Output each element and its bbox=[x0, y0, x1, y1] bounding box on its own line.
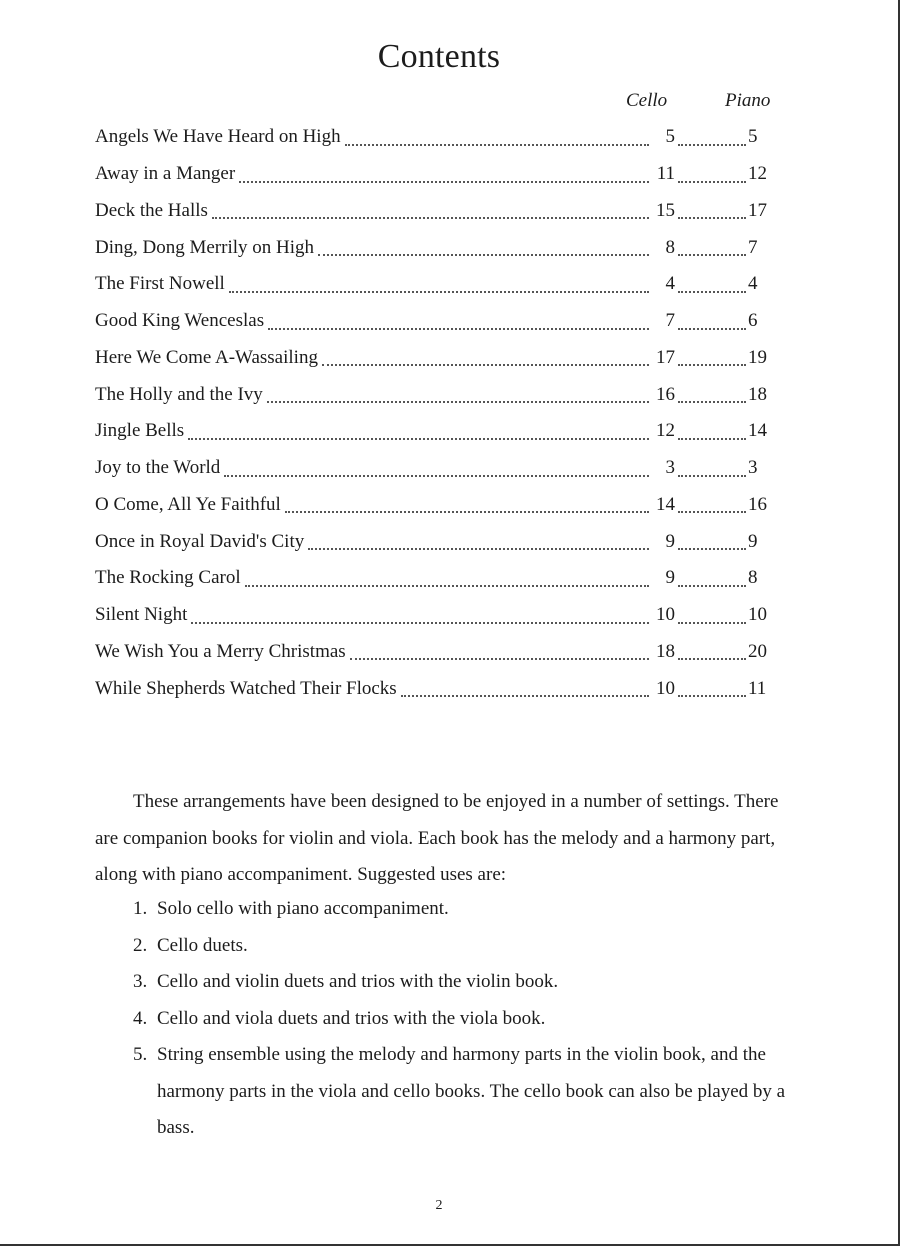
toc-entry-piano-page: 8 bbox=[748, 567, 758, 589]
toc-entry-title: Angels We Have Heard on High bbox=[95, 126, 341, 148]
toc-entry-piano-page: 9 bbox=[748, 530, 758, 552]
dot-leader bbox=[678, 181, 746, 183]
toc-entry[interactable] bbox=[95, 487, 770, 524]
toc-entry-cello-page: 16 bbox=[656, 383, 675, 405]
toc-entry-title: Ding, Dong Merrily on High bbox=[95, 236, 315, 258]
toc-entry-piano-page: 17 bbox=[748, 199, 767, 221]
toc-entry-piano-page: 3 bbox=[748, 457, 758, 479]
toc-entry-title: Away in a Manger bbox=[95, 163, 236, 185]
toc-entry-title: Silent Night bbox=[95, 604, 188, 626]
toc-entry-piano-page: 6 bbox=[748, 310, 758, 332]
list-item-text: String ensemble using the melody and harmony parts in the violin book, and the harmony parts in the viola and cello books. The cello book can also be played by a bass. bbox=[157, 1044, 786, 1138]
toc-entry-piano-page: 5 bbox=[748, 126, 758, 148]
list-item bbox=[133, 1037, 793, 1147]
toc-entry[interactable] bbox=[95, 156, 770, 193]
toc-entry-cello-page: 15 bbox=[656, 199, 675, 221]
toc-entry[interactable] bbox=[95, 560, 770, 597]
dot-leader bbox=[678, 401, 746, 403]
toc-entry-cello-page: 9 bbox=[665, 530, 675, 552]
toc-entry[interactable] bbox=[95, 376, 770, 413]
toc-entry-title: Good King Wenceslas bbox=[95, 310, 265, 332]
list-item-number: 2. bbox=[133, 934, 148, 956]
dot-leader bbox=[678, 438, 746, 440]
toc-entry-piano-page: 7 bbox=[748, 236, 758, 258]
toc-entry-cello-page: 12 bbox=[656, 420, 675, 442]
dot-leader bbox=[678, 585, 746, 587]
dot-leader bbox=[308, 548, 649, 550]
toc-entry[interactable] bbox=[95, 266, 770, 303]
page-number: 2 bbox=[435, 1198, 443, 1213]
dot-leader bbox=[212, 217, 649, 219]
dot-leader bbox=[678, 548, 746, 550]
toc-entry[interactable] bbox=[95, 340, 770, 377]
list-item-text: Cello duets. bbox=[157, 934, 248, 956]
dot-leader bbox=[322, 364, 649, 366]
dot-leader bbox=[224, 475, 649, 477]
table-of-contents bbox=[95, 119, 770, 707]
dot-leader bbox=[318, 254, 649, 256]
toc-entry-title: While Shepherds Watched Their Flocks bbox=[95, 677, 397, 699]
toc-entry-title: Jingle Bells bbox=[95, 420, 185, 442]
toc-entry[interactable] bbox=[95, 413, 770, 450]
toc-entry-cello-page: 11 bbox=[656, 163, 675, 185]
toc-entry[interactable] bbox=[95, 119, 770, 156]
dot-leader bbox=[239, 181, 649, 183]
toc-entry-piano-page: 12 bbox=[748, 163, 767, 185]
toc-entry-cello-page: 17 bbox=[656, 346, 675, 368]
dot-leader bbox=[678, 217, 746, 219]
toc-entry-cello-page: 5 bbox=[665, 126, 675, 148]
toc-entry-title: The Holly and the Ivy bbox=[95, 383, 263, 405]
toc-entry[interactable] bbox=[95, 193, 770, 230]
dot-leader bbox=[678, 511, 746, 513]
toc-entry[interactable] bbox=[95, 303, 770, 340]
dot-leader bbox=[678, 254, 746, 256]
toc-entry-title: Joy to the World bbox=[95, 457, 221, 479]
list-item bbox=[133, 928, 793, 965]
toc-entry-piano-page: 20 bbox=[748, 640, 767, 662]
toc-entry-piano-page: 16 bbox=[748, 493, 767, 515]
dot-leader bbox=[229, 291, 649, 293]
toc-entry[interactable] bbox=[95, 634, 770, 671]
dot-leader bbox=[678, 475, 746, 477]
toc-entry-piano-page: 10 bbox=[748, 604, 767, 626]
toc-entry-cello-page: 10 bbox=[656, 604, 675, 626]
toc-entry-title: The First Nowell bbox=[95, 273, 225, 295]
toc-entry-title: The Rocking Carol bbox=[95, 567, 241, 589]
toc-entry-cello-page: 8 bbox=[665, 236, 675, 258]
toc-entry[interactable] bbox=[95, 597, 770, 634]
toc-entry-piano-page: 11 bbox=[748, 677, 767, 699]
list-item-text: Solo cello with piano accompaniment. bbox=[157, 898, 449, 919]
toc-entry-title: Deck the Halls bbox=[95, 199, 208, 221]
list-item bbox=[133, 964, 793, 1001]
toc-entry-cello-page: 7 bbox=[665, 310, 675, 332]
dot-leader bbox=[678, 658, 746, 660]
toc-entry-piano-page: 18 bbox=[748, 383, 767, 405]
toc-entry[interactable] bbox=[95, 523, 770, 560]
dot-leader bbox=[267, 401, 649, 403]
dot-leader bbox=[678, 291, 746, 293]
toc-entry-cello-page: 3 bbox=[665, 457, 675, 479]
dot-leader bbox=[268, 328, 649, 330]
toc-entry-cello-page: 14 bbox=[656, 493, 675, 515]
toc-entry-piano-page: 14 bbox=[748, 420, 767, 442]
toc-entry-title: We Wish You a Merry Christmas bbox=[95, 640, 346, 662]
toc-entry-title: Here We Come A-Wassailing bbox=[95, 346, 318, 368]
dot-leader bbox=[191, 622, 649, 624]
dot-leader bbox=[285, 511, 649, 513]
toc-entry-cello-page: 18 bbox=[656, 640, 675, 662]
toc-entry-piano-page: 19 bbox=[748, 346, 767, 368]
list-item-text: Cello and violin duets and trios with the violin book. bbox=[157, 971, 559, 992]
dot-leader bbox=[678, 695, 746, 697]
list-item-number: 5. bbox=[133, 1044, 148, 1065]
toc-entry[interactable] bbox=[95, 229, 770, 266]
toc-entry[interactable] bbox=[95, 670, 770, 707]
dot-leader bbox=[678, 364, 746, 366]
toc-entry-cello-page: 9 bbox=[665, 567, 675, 589]
list-item-number: 1. bbox=[133, 898, 148, 919]
toc-entry[interactable] bbox=[95, 450, 770, 487]
dot-leader bbox=[345, 144, 649, 146]
column-header-cello: Cello bbox=[626, 90, 668, 111]
list-item-text: Cello and viola duets and trios with the viola book. bbox=[157, 1007, 546, 1029]
dot-leader bbox=[678, 328, 746, 330]
dot-leader bbox=[245, 585, 649, 587]
dot-leader bbox=[678, 144, 746, 146]
dot-leader bbox=[401, 695, 649, 697]
toc-entry-cello-page: 4 bbox=[665, 273, 675, 295]
list-item bbox=[133, 891, 793, 928]
suggested-uses-list bbox=[133, 891, 793, 1147]
toc-entry-title: Once in Royal David's City bbox=[95, 530, 305, 552]
dot-leader bbox=[350, 658, 649, 660]
toc-entry-title: O Come, All Ye Faithful bbox=[95, 493, 281, 515]
list-item-number: 4. bbox=[133, 1007, 148, 1029]
toc-entry-cello-page: 10 bbox=[656, 677, 675, 699]
page-title: Contents bbox=[377, 38, 501, 75]
dot-leader bbox=[678, 622, 746, 624]
intro-paragraph: These arrangements have been designed to be enjoyed in a number of settings. There are companion books for violin and viola. Each book has the melody and a harmony part, along with piano accompaniment. Suggested uses are: bbox=[95, 791, 779, 885]
column-header-piano: Piano bbox=[725, 90, 771, 111]
dot-leader bbox=[188, 438, 649, 440]
toc-entry-piano-page: 4 bbox=[748, 273, 758, 295]
list-item bbox=[133, 1001, 793, 1038]
list-item-number: 3. bbox=[133, 971, 148, 992]
